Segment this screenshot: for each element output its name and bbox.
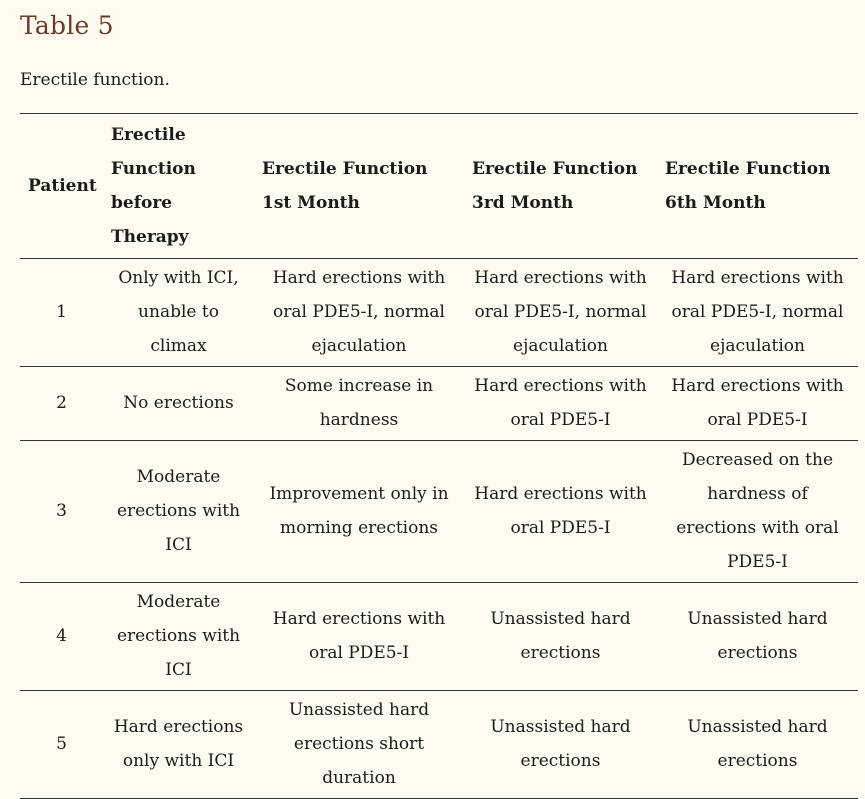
table-row: [20, 259, 858, 367]
cell-6th-month: Hard erections with oral PDE5-I: [671, 376, 844, 430]
cell-3rd-month: Hard erections with oral PDE5-I, normal ejaculation: [474, 268, 647, 356]
header-1st-month: Erectile Function 1st Month: [262, 159, 428, 213]
cell-patient: 4: [56, 626, 67, 646]
table-row: [20, 441, 858, 583]
cell-3rd-month: Unassisted hard erections: [490, 609, 631, 663]
table-caption: Erectile function.: [20, 70, 170, 90]
cell-6th-month: Hard erections with oral PDE5-I, normal ejaculation: [671, 268, 844, 356]
cell-patient: 3: [56, 501, 67, 521]
table-title: Table 5: [20, 11, 114, 40]
table-header-row: [20, 114, 858, 259]
table-row: [20, 367, 858, 441]
cell-patient: 5: [56, 734, 67, 754]
cell-before-therapy: No erections: [123, 393, 234, 413]
cell-1st-month: Some increase in hardness: [284, 376, 434, 430]
cell-patient: 2: [56, 393, 67, 413]
cell-3rd-month: Hard erections with oral PDE5-I: [474, 376, 647, 430]
header-patient: Patient: [28, 176, 97, 196]
erectile-function-table: [20, 113, 858, 799]
cell-6th-month: Decreased on the hardness of erections with oral PDE5-I: [676, 450, 839, 572]
cell-1st-month: Hard erections with oral PDE5-I, normal ejaculation: [272, 268, 446, 356]
cell-before-therapy: Moderate erections with ICI: [116, 467, 241, 555]
cell-before-therapy: Moderate erections with ICI: [116, 592, 241, 680]
cell-1st-month: Unassisted hard erections short duration: [288, 700, 430, 788]
cell-patient: 1: [56, 302, 67, 322]
cell-6th-month: Unassisted hard erections: [687, 609, 828, 663]
header-6th-month: Erectile Function 6th Month: [665, 159, 831, 213]
header-3rd-month: Erectile Function 3rd Month: [472, 159, 638, 213]
cell-3rd-month: Hard erections with oral PDE5-I: [474, 484, 647, 538]
table-row: [20, 583, 858, 691]
cell-1st-month: Improvement only in morning erections: [269, 484, 449, 538]
cell-1st-month: Hard erections with oral PDE5-I: [272, 609, 446, 663]
cell-before-therapy: Only with ICI, unable to climax: [118, 268, 239, 356]
cell-3rd-month: Unassisted hard erections: [490, 717, 631, 771]
cell-before-therapy: Hard erections only with ICI: [113, 717, 244, 771]
table-row: [20, 691, 858, 799]
header-before-therapy: Erectile Function before Therapy: [111, 125, 196, 247]
cell-6th-month: Unassisted hard erections: [687, 717, 828, 771]
